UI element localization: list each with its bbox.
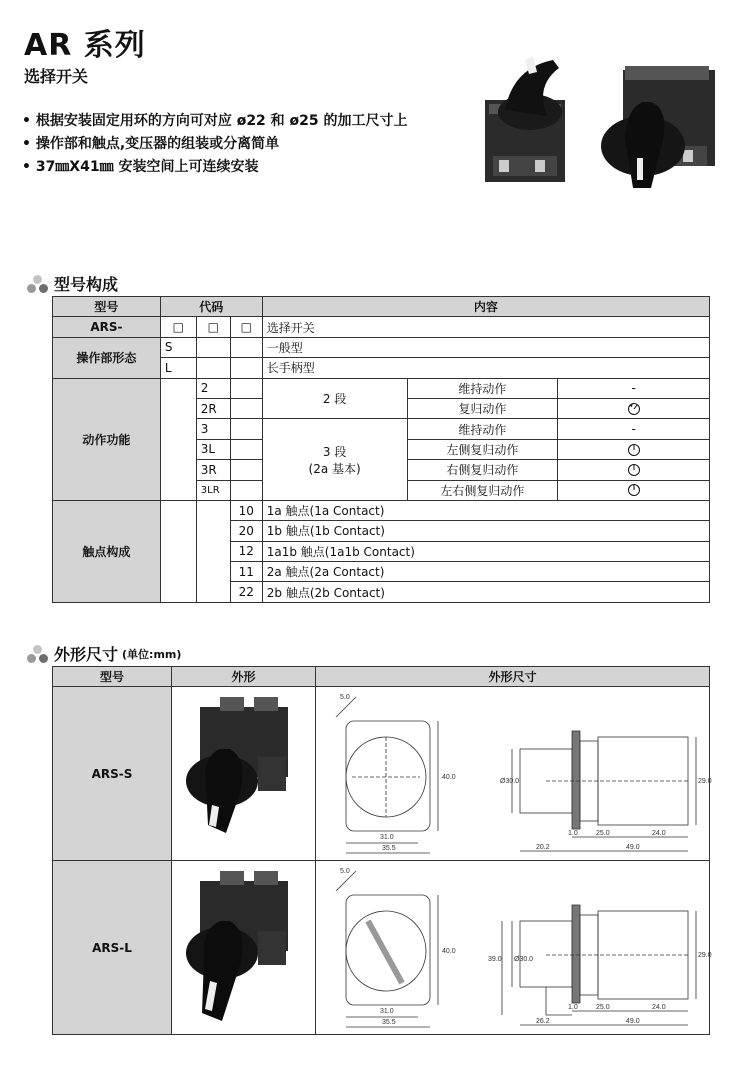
header-dims: 外形尺寸: [316, 667, 710, 687]
contact-desc: 2a 触点(2a Contact): [262, 562, 709, 582]
code-box: □: [230, 317, 262, 337]
dim-label: 25.0: [596, 830, 610, 837]
dim-label: 31.0: [380, 1008, 394, 1015]
code-box: □: [196, 317, 230, 337]
stage-2-label: 2 段: [262, 378, 407, 419]
operation-label: 操作部形态: [53, 337, 161, 378]
section-bullet-icon: [26, 644, 50, 664]
header-code: 代码: [160, 297, 262, 317]
dim-label: Ø30.0: [514, 956, 534, 963]
return-icon: [627, 402, 641, 416]
series-title: AR 系列: [24, 28, 146, 63]
header-model: 型号: [53, 297, 161, 317]
section-title-dimensions: 外形尺寸 (单位:mm): [26, 642, 181, 665]
header-appearance: 外形: [172, 667, 316, 687]
dim-label: Ø30.0: [500, 778, 520, 785]
section-title-model: 型号构成: [26, 272, 118, 295]
contact-desc: 2b 触点(2b Contact): [262, 582, 709, 602]
table-row: [53, 500, 710, 520]
dim-label: 1.0: [568, 1004, 578, 1011]
table-row: [53, 337, 710, 357]
contact-code: 12: [230, 541, 262, 561]
dim-label: 35.5: [382, 845, 396, 852]
function-code: 2: [196, 378, 230, 398]
base-content: 选择开关: [262, 317, 709, 337]
dim-label: 31.0: [380, 834, 394, 841]
function-code: 3L: [196, 439, 230, 459]
stage-3-label: 3 段 (2a 基本): [262, 419, 407, 501]
dim-label: 49.0: [626, 1018, 640, 1025]
both-return-icon: [627, 483, 641, 497]
dim-label: 5.0: [340, 694, 350, 701]
table-row: [53, 861, 710, 1035]
table-row: [53, 317, 710, 337]
contact-code: 22: [230, 582, 262, 602]
dim-label: 29.0: [698, 778, 712, 785]
function-label: 动作功能: [53, 378, 161, 500]
dim-label: 49.0: [626, 844, 640, 851]
dim-label: 40.0: [442, 948, 456, 955]
dim-label: 24.0: [652, 830, 666, 837]
right-return-icon: [627, 463, 641, 477]
section-bullet-icon: [26, 274, 50, 294]
function-action: 左右侧复归动作: [407, 480, 558, 500]
operation-desc: 一般型: [262, 337, 709, 357]
dim-label: 29.0: [698, 952, 712, 959]
feature-list: [22, 110, 408, 179]
subtitle: 选择开关: [24, 67, 89, 86]
model-code-table: [52, 296, 710, 603]
operation-code: L: [160, 358, 196, 378]
operation-code: S: [160, 337, 196, 357]
function-action: 左侧复归动作: [407, 439, 558, 459]
contact-desc: 1b 触点(1b Contact): [262, 521, 709, 541]
header-content: 内容: [262, 297, 709, 317]
table-row: [53, 687, 710, 861]
dim-label: 39.0: [488, 956, 502, 963]
dim-label: 26.2: [536, 1018, 550, 1025]
dimension-drawing-l: [316, 861, 712, 1031]
function-code: 3LR: [196, 480, 230, 500]
function-action: 右侧复归动作: [407, 460, 558, 480]
contact-code: 11: [230, 562, 262, 582]
dimensions-table: [52, 666, 710, 1035]
header-model: 型号: [53, 667, 172, 687]
code-box: □: [160, 317, 196, 337]
dim-label: 24.0: [652, 1004, 666, 1011]
function-action: 维持动作: [407, 419, 558, 439]
model-name: ARS-S: [53, 687, 172, 861]
product-image-short: [172, 687, 314, 857]
feature-item: • 根据安装固定用环的方向可对应 ø22 和 ø25 的加工尺寸上: [22, 110, 408, 133]
dimension-drawing-s: [316, 687, 712, 857]
function-symbol: -: [558, 419, 710, 439]
dim-label: 35.5: [382, 1019, 396, 1026]
function-symbol: -: [558, 378, 710, 398]
operation-desc: 长手柄型: [262, 358, 709, 378]
dim-label: 40.0: [442, 774, 456, 781]
dim-label: 25.0: [596, 1004, 610, 1011]
function-code: 2R: [196, 398, 230, 418]
switch-short-handle: [485, 56, 565, 182]
function-code: 3R: [196, 460, 230, 480]
feature-item: • 操作部和触点,变压器的组装或分离简单: [22, 133, 408, 156]
dim-label: 20.2: [536, 844, 550, 851]
function-code: 3: [196, 419, 230, 439]
base-model: ARS-: [53, 317, 161, 337]
dim-label: 1.0: [568, 830, 578, 837]
contact-label: 触点构成: [53, 500, 161, 602]
product-photo: [475, 38, 725, 198]
function-action: 维持动作: [407, 378, 558, 398]
contact-desc: 1a 触点(1a Contact): [262, 500, 709, 520]
switch-long-handle: [601, 66, 715, 188]
table-header-row: [53, 297, 710, 317]
contact-code: 10: [230, 500, 262, 520]
dim-label: 5.0: [340, 868, 350, 875]
contact-code: 20: [230, 521, 262, 541]
product-image-long: [172, 861, 314, 1031]
left-return-icon: [627, 443, 641, 457]
feature-item: • 37㎜X41㎜ 安装空间上可连续安装: [22, 156, 408, 179]
model-name: ARS-L: [53, 861, 172, 1035]
function-action: 复归动作: [407, 398, 558, 418]
table-header-row: [53, 667, 710, 687]
contact-desc: 1a1b 触点(1a1b Contact): [262, 541, 709, 561]
table-row: [53, 378, 710, 398]
